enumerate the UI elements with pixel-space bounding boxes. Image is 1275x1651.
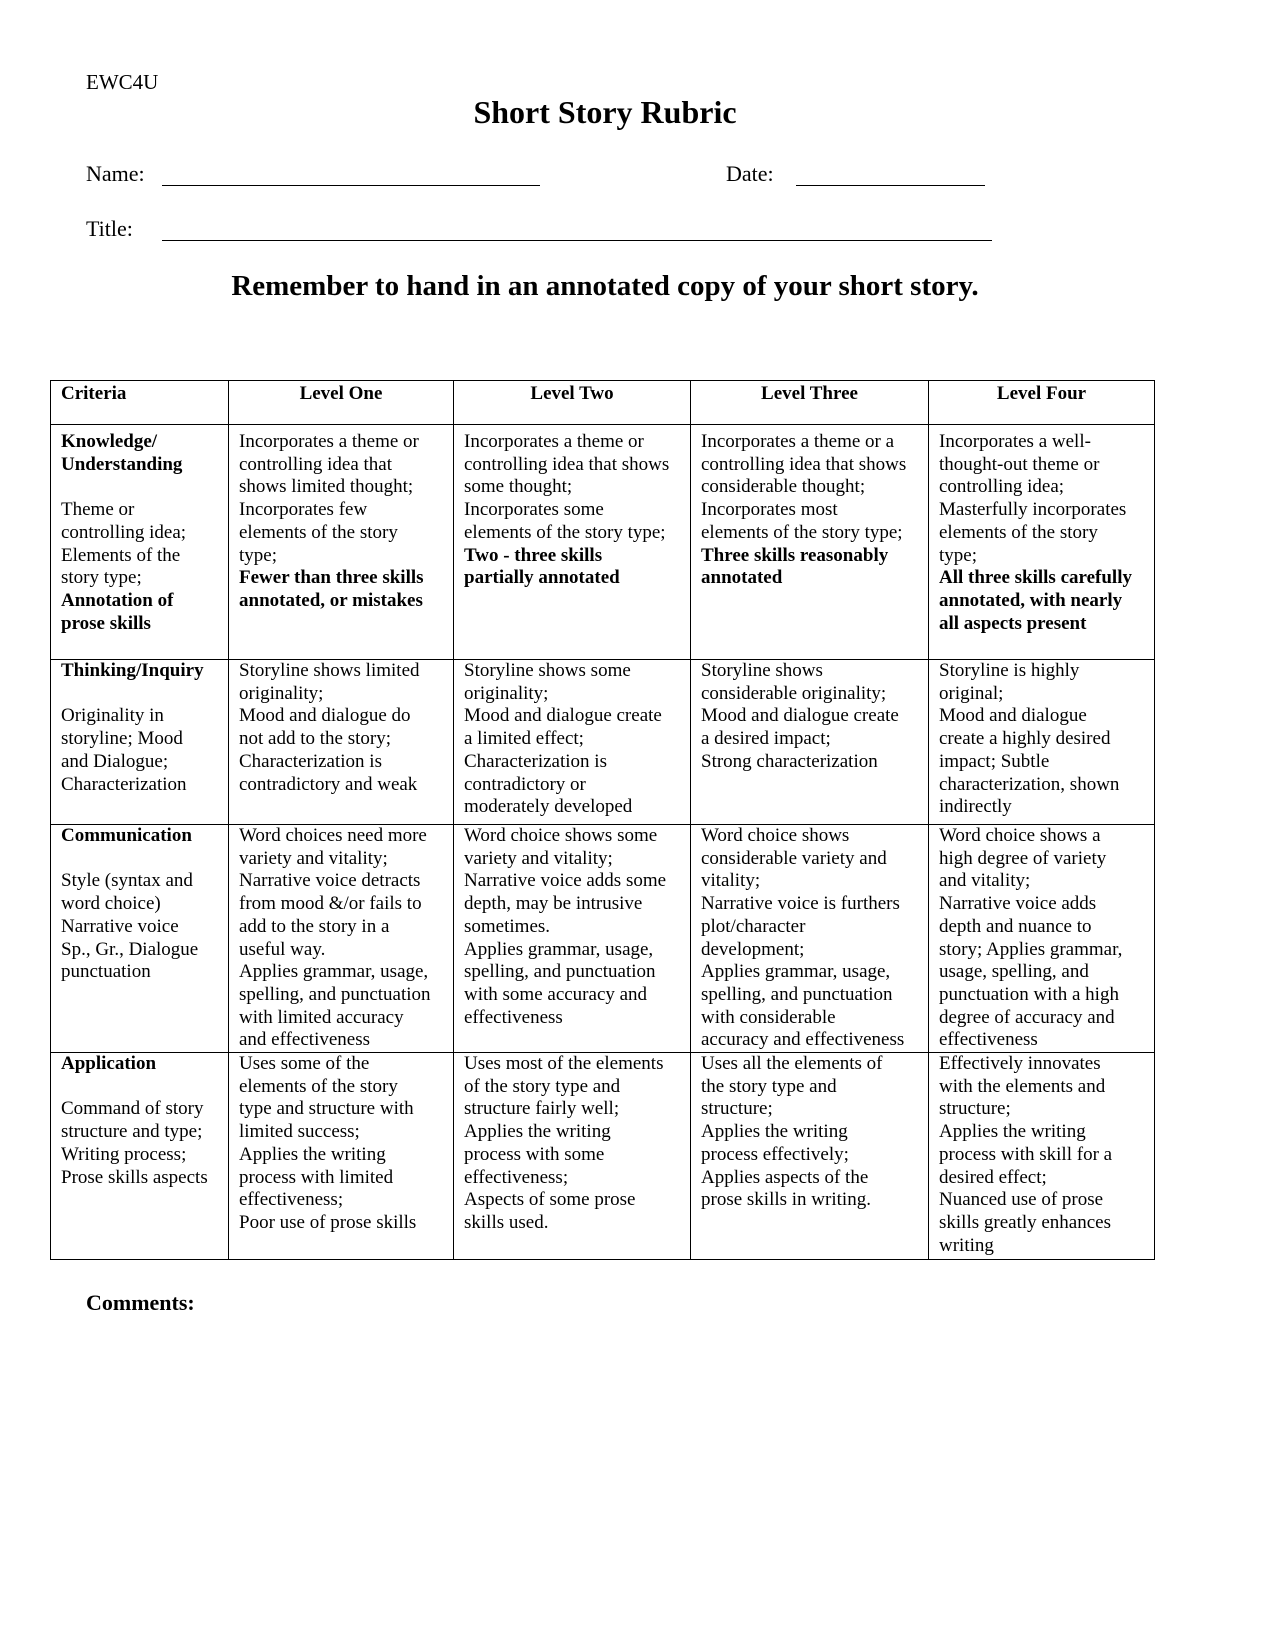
cell-text-line: Incorporates a well- <box>939 431 1091 452</box>
cell-text-line: skills used. <box>464 1211 549 1233</box>
cell-text-line: considerable originality; <box>701 682 887 704</box>
cell-text-line: usage, spelling, and <box>939 961 1089 983</box>
cell-text-line: Applies grammar, usage, <box>701 961 891 983</box>
cell-text-line: Strong characterization <box>701 750 878 772</box>
cell-text-line: controlling idea; <box>61 521 187 543</box>
cell-text-line: indirectly <box>939 796 1012 818</box>
cell-text-line: prose skills in writing. <box>701 1189 871 1211</box>
cell-text-line: Prose skills aspects <box>61 1166 208 1188</box>
cell-text-line: Writing process; <box>61 1143 187 1165</box>
cell-text-line: Fewer than three skills <box>239 567 424 589</box>
level-three-cell <box>691 660 929 825</box>
cell-text-line: elements of the story type; <box>701 521 903 543</box>
cell-text-line: considerable variety and <box>701 847 887 869</box>
level-four-cell <box>929 1053 1155 1260</box>
criteria-cell <box>51 425 229 660</box>
cell-text-line: original; <box>939 682 1004 704</box>
title-field[interactable] <box>162 240 992 241</box>
cell-text-line: variety and vitality; <box>464 847 613 869</box>
course-code: EWC4U <box>86 70 159 94</box>
reminder-note: Remember to hand in an annotated copy of your short story. <box>231 270 979 302</box>
cell-text-line: desired effect; <box>939 1166 1047 1188</box>
cell-text-line: effectiveness <box>464 1006 563 1028</box>
cell-text-line: Command of story <box>61 1098 204 1120</box>
cell-text-line: moderately developed <box>464 796 633 818</box>
cell-text-line: controlling idea; <box>939 476 1065 498</box>
cell-text-line: Characterization is <box>239 750 382 772</box>
cell-text-line: effectiveness; <box>464 1166 569 1188</box>
level-two-cell <box>454 660 691 825</box>
table-row <box>51 425 1155 660</box>
cell-text-line: Incorporates few <box>239 499 368 521</box>
cell-text-line: the story type and <box>701 1075 837 1097</box>
cell-text-line: Uses most of the elements <box>464 1053 664 1075</box>
date-label: Date: <box>726 161 774 186</box>
cell-text-line: writing <box>939 1234 994 1256</box>
cell-text-line: characterization, shown <box>939 773 1120 795</box>
header-level-three: Level Three <box>691 381 929 425</box>
cell-text-line: Annotation of <box>61 589 174 611</box>
cell-text-line: Applies the writing <box>939 1121 1086 1143</box>
cell-text-line: Incorporates most <box>701 499 838 521</box>
cell-text-line: elements of the story <box>239 521 398 543</box>
cell-text-line: accuracy and effectiveness <box>701 1029 905 1051</box>
cell-text-line: Communication <box>61 825 192 846</box>
criteria-cell <box>51 825 229 1053</box>
cell-text-line: impact; Subtle <box>939 750 1050 772</box>
cell-text-line: Incorporates a theme or a <box>701 431 895 452</box>
cell-text-line: Understanding <box>61 453 183 475</box>
cell-text-line: Applies grammar, usage, <box>464 938 654 960</box>
cell-text-line: Word choice shows <box>701 825 850 846</box>
cell-text-line: effectiveness <box>939 1029 1038 1051</box>
cell-text-line: Word choice shows a <box>939 825 1101 846</box>
cell-text-line: high degree of variety <box>939 847 1107 869</box>
cell-text-line: with some accuracy and <box>464 983 648 1005</box>
level-three-cell <box>691 425 929 660</box>
comments-label: Comments: <box>86 1290 195 1315</box>
cell-text-line: Style (syntax and <box>61 870 193 892</box>
rubric-table <box>50 380 1155 1260</box>
cell-text-line: punctuation <box>61 961 151 983</box>
cell-text-line: thought-out theme or <box>939 453 1100 475</box>
cell-text-line: spelling, and punctuation <box>701 983 893 1005</box>
cell-text-line: spelling, and punctuation <box>464 961 656 983</box>
cell-text-line: Characterization <box>61 773 187 795</box>
cell-text-line: depth and nuance to <box>939 915 1092 937</box>
cell-text-line: story type; <box>61 567 142 589</box>
cell-text-line: useful way. <box>239 938 326 960</box>
cell-text-line: originality; <box>464 682 549 704</box>
cell-text-line: process with skill for a <box>939 1143 1113 1165</box>
cell-text-line: Mood and dialogue do <box>239 705 411 727</box>
table-header-row <box>51 381 1155 425</box>
table-row <box>51 660 1155 825</box>
cell-text-line: Mood and dialogue create <box>701 705 899 727</box>
cell-text-line: structure fairly well; <box>464 1098 620 1120</box>
level-one-cell <box>229 1053 454 1260</box>
cell-text-line: annotated, with nearly <box>939 589 1123 611</box>
cell-text-line: Storyline shows <box>701 660 823 681</box>
cell-text-line: annotated, or mistakes <box>239 589 423 611</box>
cell-text-line: Elements of the <box>61 544 181 566</box>
cell-text-line <box>61 1076 218 1099</box>
cell-text-line <box>61 683 218 706</box>
cell-text-line: Poor use of prose skills <box>239 1211 417 1233</box>
cell-text-line: Incorporates a theme or <box>464 431 644 452</box>
cell-text-line: punctuation with a high <box>939 983 1119 1005</box>
cell-text-line: elements of the story type; <box>464 521 666 543</box>
level-two-cell <box>454 425 691 660</box>
cell-text-line: elements of the story <box>239 1075 398 1097</box>
cell-text-line: Narrative voice <box>61 915 179 937</box>
cell-text-line: a desired impact; <box>701 728 831 750</box>
cell-text-line: Storyline is highly <box>939 660 1080 681</box>
cell-text-line: skills greatly enhances <box>939 1211 1112 1233</box>
cell-text-line: effectiveness; <box>239 1189 344 1211</box>
title-label: Title: <box>86 216 133 241</box>
cell-text-line: Originality in <box>61 705 164 727</box>
cell-text-line: Narrative voice detracts <box>239 870 421 892</box>
cell-text-line: Word choices need more <box>239 825 427 846</box>
date-field[interactable] <box>796 185 985 186</box>
criteria-cell <box>51 660 229 825</box>
header-level-one: Level One <box>229 381 454 425</box>
level-four-cell <box>929 425 1155 660</box>
cell-text-line: with limited accuracy <box>239 1006 404 1028</box>
cell-text-line: Thinking/Inquiry <box>61 660 204 681</box>
cell-text-line: and vitality; <box>939 870 1031 892</box>
cell-text-line: contradictory and weak <box>239 773 418 795</box>
cell-text-line: depth, may be intrusive <box>464 893 643 915</box>
cell-text-line: Uses some of the <box>239 1053 370 1075</box>
cell-text-line: variety and vitality; <box>239 847 388 869</box>
cell-text-line: and effectiveness <box>239 1029 371 1051</box>
cell-text-line: Narrative voice is furthers <box>701 893 900 915</box>
cell-text-line: shows limited thought; <box>239 476 414 498</box>
cell-text-line: originality; <box>239 682 324 704</box>
cell-text-line: Aspects of some prose <box>464 1189 636 1211</box>
level-four-cell <box>929 825 1155 1053</box>
cell-text-line: Uses all the elements of <box>701 1053 883 1075</box>
level-three-cell <box>691 1053 929 1260</box>
cell-text-line: word choice) <box>61 893 161 915</box>
cell-text-line: Masterfully incorporates <box>939 499 1127 521</box>
header-level-four: Level Four <box>929 381 1155 425</box>
level-one-cell <box>229 825 454 1053</box>
header-level-two: Level Two <box>454 381 691 425</box>
cell-text-line: type and structure with <box>239 1098 414 1120</box>
cell-text-line: Mood and dialogue <box>939 705 1087 727</box>
level-four-cell <box>929 660 1155 825</box>
cell-text-line: Incorporates a theme or <box>239 431 419 452</box>
cell-text-line: controlling idea that shows <box>701 453 907 475</box>
cell-text-line: all aspects present <box>939 612 1087 634</box>
cell-text-line: Storyline shows some <box>464 660 631 681</box>
cell-text-line: plot/character <box>701 915 806 937</box>
level-one-cell <box>229 660 454 825</box>
cell-text-line: Storyline shows limited <box>239 660 420 681</box>
level-two-cell <box>454 1053 691 1260</box>
cell-text-line: Characterization is <box>464 750 607 772</box>
cell-text-line: with considerable <box>701 1006 836 1028</box>
cell-text-line: Applies the writing <box>464 1121 611 1143</box>
cell-text-line: structure and type; <box>61 1121 203 1143</box>
cell-text-line: Three skills reasonably <box>701 544 889 566</box>
cell-text-line: Mood and dialogue create <box>464 705 662 727</box>
cell-text-line: Applies the writing <box>239 1143 386 1165</box>
cell-text-line: type; <box>239 544 277 566</box>
cell-text-line: limited success; <box>239 1121 360 1143</box>
cell-text-line: and Dialogue; <box>61 750 169 772</box>
cell-text-line: Narrative voice adds some <box>464 870 667 892</box>
cell-text-line: Sp., Gr., Dialogue <box>61 938 199 960</box>
cell-text-line: controlling idea that shows <box>464 453 670 475</box>
cell-text-line: Theme or <box>61 499 135 521</box>
cell-text-line: controlling idea that <box>239 453 393 475</box>
cell-text-line: development; <box>701 938 805 960</box>
cell-text-line: considerable thought; <box>701 476 866 498</box>
cell-text-line: vitality; <box>701 870 761 892</box>
cell-text-line: with the elements and <box>939 1075 1106 1097</box>
name-label: Name: <box>86 161 145 186</box>
cell-text-line <box>61 476 218 499</box>
cell-text-line: storyline; Mood <box>61 728 183 750</box>
cell-text-line: Effectively innovates <box>939 1053 1101 1075</box>
cell-text-line: structure; <box>701 1098 773 1120</box>
cell-text-line: create a highly desired <box>939 728 1111 750</box>
cell-text-line: degree of accuracy and <box>939 1006 1115 1028</box>
cell-text-line: process with some <box>464 1143 605 1165</box>
cell-text-line: structure; <box>939 1098 1011 1120</box>
cell-text-line: Applies aspects of the <box>701 1166 869 1188</box>
cell-text-line: Two - three skills <box>464 544 603 566</box>
cell-text-line: Application <box>61 1053 157 1075</box>
cell-text-line: All three skills carefully <box>939 567 1132 589</box>
cell-text-line: of the story type and <box>464 1075 621 1097</box>
level-one-cell <box>229 425 454 660</box>
cell-text-line: Applies the writing <box>701 1121 848 1143</box>
cell-text-line: contradictory or <box>464 773 586 795</box>
cell-text-line: from mood &/or fails to <box>239 893 422 915</box>
table-row <box>51 1053 1155 1260</box>
cell-text-line: story; Applies grammar, <box>939 938 1123 960</box>
cell-text-line: process effectively; <box>701 1143 849 1165</box>
level-three-cell <box>691 825 929 1053</box>
header-criteria: Criteria <box>51 381 229 425</box>
cell-text-line: Narrative voice adds <box>939 893 1097 915</box>
cell-text-line: elements of the story <box>939 521 1098 543</box>
cell-text-line <box>61 848 218 871</box>
cell-text-line: partially annotated <box>464 567 620 589</box>
cell-text-line: spelling, and punctuation <box>239 983 431 1005</box>
cell-text-line: type; <box>939 544 977 566</box>
criteria-cell <box>51 1053 229 1260</box>
page-title: Short Story Rubric <box>473 94 737 130</box>
cell-text-line: sometimes. <box>464 915 551 937</box>
cell-text-line: process with limited <box>239 1166 394 1188</box>
cell-text-line: Nuanced use of prose <box>939 1189 1104 1211</box>
cell-text-line: Applies grammar, usage, <box>239 961 429 983</box>
cell-text-line: a limited effect; <box>464 728 584 750</box>
name-field[interactable] <box>162 185 540 186</box>
table-row <box>51 825 1155 1053</box>
cell-text-line: add to the story in a <box>239 915 390 937</box>
level-two-cell <box>454 825 691 1053</box>
cell-text-line: Incorporates some <box>464 499 604 521</box>
cell-text-line: prose skills <box>61 612 151 634</box>
cell-text-line: Word choice shows some <box>464 825 658 846</box>
cell-text-line: not add to the story; <box>239 728 391 750</box>
cell-text-line: Knowledge/ <box>61 431 158 452</box>
cell-text-line: some thought; <box>464 476 573 498</box>
cell-text-line: annotated <box>701 567 783 589</box>
